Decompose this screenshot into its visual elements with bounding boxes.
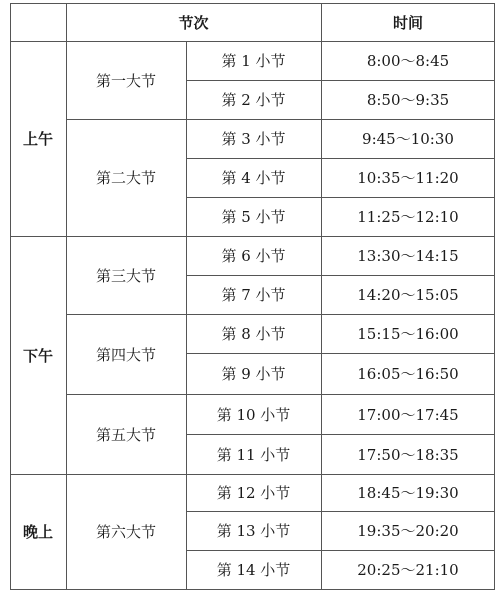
lesson-time: 8:50～9:35 <box>366 91 450 109</box>
lesson-time: 18:45～19:30 <box>357 484 459 502</box>
lesson-label: 第 1 小节 <box>221 52 286 70</box>
segment-label: 晚上 <box>22 523 53 541</box>
lesson-label: 第 2 小节 <box>221 91 286 109</box>
lesson-time: 16:05～16:50 <box>357 365 459 383</box>
lesson-label: 第 4 小节 <box>221 169 286 187</box>
lesson-label: 第 12 小节 <box>216 484 291 502</box>
block-label: 第四大节 <box>95 345 156 364</box>
lesson-label: 第 3 小节 <box>221 130 286 148</box>
lesson-label: 第 5 小节 <box>221 208 286 226</box>
lesson-time: 19:35～20:20 <box>357 522 459 540</box>
block-label: 第六大节 <box>95 523 156 541</box>
lesson-time: 10:35～11:20 <box>357 169 459 187</box>
lesson-time: 8:00～8:45 <box>366 52 450 70</box>
lesson-label: 第 6 小节 <box>221 247 286 265</box>
segment-label: 上午 <box>22 130 53 148</box>
lesson-time: 17:50～18:35 <box>357 445 459 464</box>
lesson-label: 第 11 小节 <box>216 445 291 464</box>
segment-label: 下午 <box>22 346 53 365</box>
lesson-time: 9:45～10:30 <box>362 130 454 148</box>
header-time: 时间 <box>392 13 423 32</box>
lesson-label: 第 13 小节 <box>216 522 291 540</box>
lesson-time: 15:15～16:00 <box>357 325 459 343</box>
lesson-label: 第 7 小节 <box>221 286 286 304</box>
lesson-time: 20:25～21:10 <box>357 561 459 579</box>
lesson-time: 14:20～15:05 <box>357 286 459 304</box>
header-period: 节次 <box>178 13 209 32</box>
lesson-label: 第 8 小节 <box>221 325 286 343</box>
lesson-label: 第 9 小节 <box>221 365 286 383</box>
block-label: 第五大节 <box>95 425 156 444</box>
block-label: 第一大节 <box>95 71 156 90</box>
lesson-time: 11:25～12:10 <box>357 208 459 226</box>
lesson-time: 17:00～17:45 <box>357 405 459 424</box>
divider <box>10 589 495 590</box>
block-label: 第二大节 <box>95 169 156 187</box>
lesson-time: 13:30～14:15 <box>357 247 459 265</box>
lesson-label: 第 10 小节 <box>216 405 291 424</box>
lesson-label: 第 14 小节 <box>216 561 291 579</box>
block-label: 第三大节 <box>95 266 156 285</box>
